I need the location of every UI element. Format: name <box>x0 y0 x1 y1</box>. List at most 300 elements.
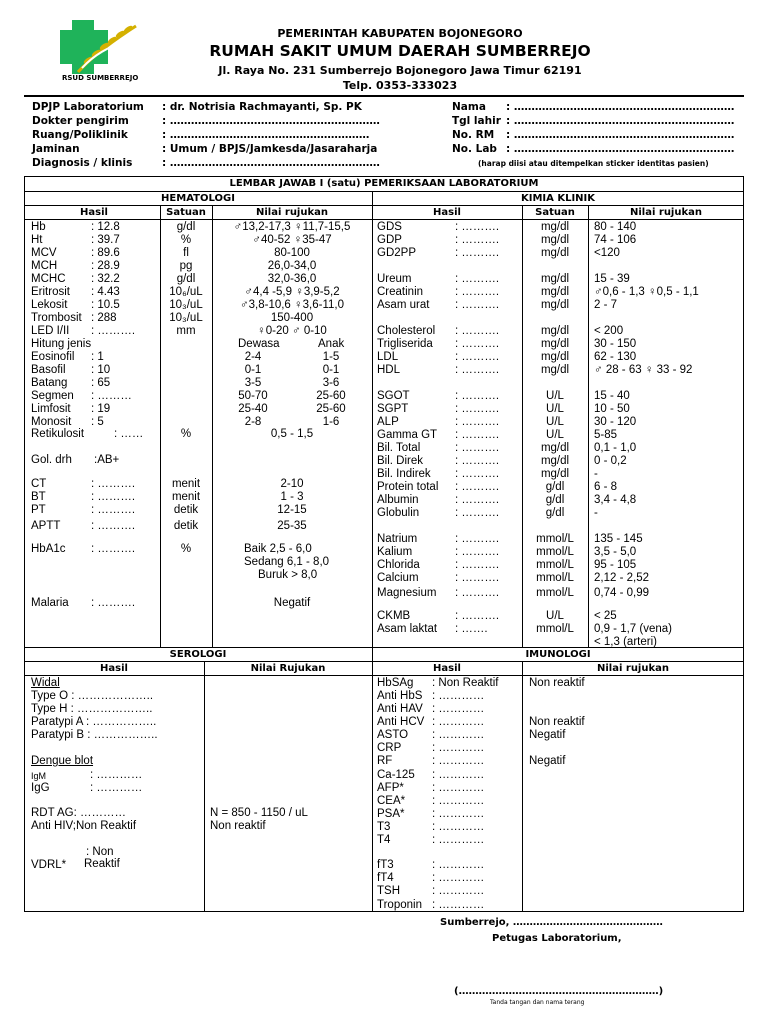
meta-dpjp <box>32 101 144 113</box>
kimia-ref: < 200 <box>594 325 624 337</box>
kimia-name: Asam laktat <box>377 623 438 635</box>
kimia-col-hasil: Hasil <box>433 207 461 218</box>
section-kimia-klinik: KIMIA KLINIK <box>520 193 596 204</box>
hitung-value: : 65 <box>91 377 111 389</box>
vdrl-label: VDRL* <box>31 859 67 871</box>
imuno-name: Anti HAV <box>377 703 423 715</box>
hema-unit: fl <box>183 247 189 259</box>
imuno-name: T4 <box>377 834 391 846</box>
hema-name: LED I/II <box>31 325 70 337</box>
kimia-value: : ………. <box>455 507 500 519</box>
header-divider <box>24 95 744 97</box>
hitung-name: Limfosit <box>31 403 71 415</box>
rdt-ref: N = 850 - 1150 / uL <box>210 807 308 819</box>
hema-unit: 10₆/uL <box>169 286 203 298</box>
hitung-name: Eosinofil <box>31 351 75 363</box>
hitung-anak-label: Anak <box>318 338 345 350</box>
koag-unit: menit <box>171 478 201 490</box>
hema-ref: 32,0-36,0 <box>267 273 317 285</box>
kimia-value: : ………. <box>455 247 500 259</box>
kimia-ref: ♂0,6 - 1,3 ♀0,5 - 1,1 <box>594 286 699 298</box>
kimia-name: Kalium <box>377 546 413 558</box>
dengue-label: Dengue blot <box>31 755 94 767</box>
kimia-value: : ………. <box>455 351 500 363</box>
hitung-value: : 19 <box>91 403 111 415</box>
hema-unit: g/dl <box>176 273 196 285</box>
meta-tgl-lahir-value: : ……………………………………………………… <box>506 115 735 127</box>
kimia-unit: mg/dl <box>540 273 570 285</box>
meta-jaminan-value: : Umum / BPJS/Jamkesda/Jasaraharja <box>162 143 378 155</box>
kimia-value: : ………. <box>455 299 500 311</box>
imuno-value: : ………… <box>432 716 485 728</box>
hema-col-hasil: Hasil <box>80 207 108 218</box>
kimia-value: : ………. <box>455 533 500 545</box>
hitung-dewasa: 2-4 <box>244 351 262 363</box>
kimia-ref: < 25 <box>594 610 617 622</box>
kimia-ref: <120 <box>594 247 620 259</box>
meta-dpjp-value: : dr. Notrisia Rachmayanti, Sp. PK <box>162 101 362 113</box>
hospital-logo <box>58 20 140 82</box>
kimia-name: SGPT <box>377 403 409 415</box>
hema-ref: ♂4,4 -5,9 ♀3,9-5,2 <box>244 286 340 298</box>
imuno-name: RF <box>377 755 393 767</box>
imuno-value: : ………… <box>432 690 485 702</box>
imuno-value: : ………… <box>432 821 485 833</box>
koag-value: : ………. <box>91 491 136 503</box>
title-divider <box>24 191 744 192</box>
kimia-name: Globulin <box>377 507 420 519</box>
imuno-name: ASTO <box>377 729 409 741</box>
kimia-name: GDS <box>377 221 402 233</box>
kimia-ref: 0,9 - 1,7 (vena) <box>594 623 672 635</box>
imuno-value: : ………… <box>432 899 485 911</box>
kimia-name: Asam urat <box>377 299 430 311</box>
meta-tgl-lahir: Tgl lahir <box>452 115 501 127</box>
meta-diagnosis: Diagnosis / klinis <box>32 157 133 169</box>
kimia-value: : ……. <box>455 623 488 635</box>
section-serologi: SEROLOGI <box>169 649 227 660</box>
kimia-ref: 30 - 120 <box>594 416 637 428</box>
koag-value: : ………. <box>91 478 136 490</box>
kimia-ref: - <box>594 468 598 480</box>
kimia-ref: 74 - 106 <box>594 234 637 246</box>
hema-unit: 10₃/uL <box>169 299 203 311</box>
imuno-value: : ………… <box>432 795 485 807</box>
igg-label: IgG <box>31 782 50 794</box>
hospital-phone: Telp. 0353-333023 <box>342 79 458 92</box>
igm-value: : ………… <box>90 769 143 781</box>
meta-no-lab-value: : ……………………………………………………… <box>506 143 735 155</box>
kimia-value: : ………. <box>455 390 500 402</box>
imuno-value: : ………… <box>432 769 485 781</box>
imuno-value: : ………… <box>432 872 485 884</box>
kimia-value: : ………. <box>455 403 500 415</box>
hba1c-unit: % <box>180 543 192 555</box>
anti-hiv-ref: Non reaktif <box>210 820 266 832</box>
hitung-anak: 1-5 <box>322 351 340 363</box>
kimia-value: : ………. <box>455 481 500 493</box>
kimia-unit: U/L <box>546 416 564 428</box>
kimia-ref: 15 - 39 <box>594 273 630 285</box>
koag-name: BT <box>31 491 46 503</box>
kimia-ref: 5-85 <box>594 429 618 441</box>
kimia-name: LDL <box>377 351 399 363</box>
kimia-unit: mmol/L <box>536 572 574 584</box>
hema-ref: ♂40-52 ♀35-47 <box>252 234 332 246</box>
hitung-dewasa: 50-70 <box>238 390 268 402</box>
kimia-ref: 0 - 0,2 <box>594 455 627 467</box>
kimia-name: Bil. Direk <box>377 455 424 467</box>
koag-name: PT <box>31 504 46 516</box>
kimia-name: GDP <box>377 234 402 246</box>
hba1c-ref-3: Buruk > 8,0 <box>258 569 318 581</box>
hitung-anak: 3-6 <box>322 377 340 389</box>
kimia-unit: mg/dl <box>540 234 570 246</box>
meta-jaminan: Jaminan <box>32 143 80 155</box>
vdrl-value-1: : Non <box>86 846 114 858</box>
kimia-value: : ………. <box>455 286 500 298</box>
kimia-unit: mg/dl <box>540 455 570 467</box>
hitung-anak: 25-60 <box>316 390 346 402</box>
kimia-unit: mmol/L <box>536 533 574 545</box>
kimia-unit: mg/dl <box>540 364 570 376</box>
type-h: Type H : ……………….. <box>31 703 153 715</box>
meta-no-rm: No. RM <box>452 129 495 141</box>
kimia-ref: 3,4 - 4,8 <box>594 494 637 506</box>
kimia-value: : ………. <box>455 546 500 558</box>
kimia-name: Ureum <box>377 273 412 285</box>
kimia-unit: mg/dl <box>540 221 570 233</box>
kimia-unit: U/L <box>546 610 564 622</box>
hema-name: Hb <box>31 221 46 233</box>
vline-right <box>743 176 744 912</box>
hema-value: : 12.8 <box>91 221 120 233</box>
vline-imuno-nilai <box>522 661 523 912</box>
paratypi-b: Paratypi B : …………….. <box>31 729 158 741</box>
kimia-unit: mg/dl <box>540 325 570 337</box>
imuno-name: Ca-125 <box>377 769 415 781</box>
kimia-name: Calcium <box>377 572 419 584</box>
kimia-ref: 0,1 - 1,0 <box>594 442 637 454</box>
kimia-value: : ………. <box>455 442 500 454</box>
retikulosit-unit: % <box>180 428 192 440</box>
kimia-unit: mg/dl <box>540 247 570 259</box>
hema-value: : 10.5 <box>91 299 120 311</box>
imuno-ref: Non reaktif <box>529 716 585 728</box>
kimia-unit: mmol/L <box>536 546 574 558</box>
igm-label: IgM <box>31 771 47 781</box>
gol-drh-value: :AB+ <box>94 454 120 466</box>
hema-ref: ♂13,2-17,3 ♀11,7-15,5 <box>233 221 351 233</box>
hema-value: : 28.9 <box>91 260 120 272</box>
hitung-name: Batang <box>31 377 68 389</box>
meta-dokter-value: : …………………………………………………… <box>162 115 380 127</box>
koag-unit: detik <box>173 504 199 516</box>
kimia-value: : ………. <box>455 494 500 506</box>
kimia-name: HDL <box>377 364 401 376</box>
koag-ref: 2-10 <box>280 478 304 490</box>
hitung-name: Basofil <box>31 364 66 376</box>
meta-diagnosis-value: : …………………………………………………… <box>162 157 380 169</box>
imuno-value: : ………… <box>432 834 485 846</box>
hitung-name: Segmen <box>31 390 74 402</box>
paratypi-a: Paratypi A : …………….. <box>31 716 157 728</box>
hba1c-name: HbA1c <box>31 543 66 555</box>
kimia-value: : ………. <box>455 572 500 584</box>
kimia-ref: 0,74 - 0,99 <box>594 587 649 599</box>
section-imunologi: IMUNOLOGI <box>525 649 591 660</box>
malaria-ref: Negatif <box>273 597 311 609</box>
kimia-ref: 15 - 40 <box>594 390 630 402</box>
hitung-dewasa: 3-5 <box>244 377 262 389</box>
kimia-unit: g/dl <box>545 481 565 493</box>
hitung-dewasa: 25-40 <box>238 403 268 415</box>
imuno-value: : ………… <box>432 885 485 897</box>
kimia-value: : ………. <box>455 559 500 571</box>
kimia-ref: 135 - 145 <box>594 533 643 545</box>
kimia-ref: 2 - 7 <box>594 299 618 311</box>
imuno-name: CEA* <box>377 795 406 807</box>
widal-label: Widal <box>31 677 60 689</box>
kimia-ref: 6 - 8 <box>594 481 618 493</box>
hema-col-nilai: Nilai rujukan <box>256 207 328 218</box>
kimia-ref: 62 - 130 <box>594 351 637 363</box>
meta-ruang: Ruang/Poliklinik <box>32 129 128 141</box>
kimia-ref: < 1,3 (arteri) <box>594 636 657 648</box>
retikulosit-value: : …… <box>114 428 144 440</box>
imuno-value: : ………… <box>432 782 485 794</box>
imuno-ref: Negatif <box>529 729 566 741</box>
hitung-dewasa: 2-8 <box>244 416 262 428</box>
imuno-name: fT4 <box>377 872 394 884</box>
imuno-name: Anti HCV <box>377 716 425 728</box>
hema-unit: g/dl <box>176 221 196 233</box>
kimia-value: : ………. <box>455 468 500 480</box>
retikulosit-ref: 0,5 - 1,5 <box>270 428 314 440</box>
meta-no-lab: No. Lab <box>452 143 497 155</box>
kimia-unit: mg/dl <box>540 468 570 480</box>
kimia-value: : ………. <box>455 416 500 428</box>
kimia-value: : ………. <box>455 234 500 246</box>
kimia-unit: mg/dl <box>540 299 570 311</box>
hema-ref: 26,0-34,0 <box>267 260 317 272</box>
kimia-value: : ………. <box>455 273 500 285</box>
koag-unit: detik <box>173 520 199 532</box>
hitung-name: Monosit <box>31 416 72 428</box>
hba1c-value: : ………. <box>91 543 136 555</box>
type-o: Type O : ……………….. <box>31 690 154 702</box>
koag-unit: menit <box>171 491 201 503</box>
hema-name: Eritrosit <box>31 286 70 298</box>
hema-ref: 80-100 <box>274 247 310 259</box>
hema-unit: pg <box>179 260 193 272</box>
imuno-name: Troponin <box>377 899 422 911</box>
malaria-value: : ………. <box>91 597 136 609</box>
hema-name: MCV <box>31 247 57 259</box>
hema-value: : 89.6 <box>91 247 120 259</box>
kimia-name: CKMB <box>377 610 411 622</box>
hitung-anak: 1-6 <box>322 416 340 428</box>
imuno-value: : Non Reaktif <box>432 677 499 689</box>
kimia-ref: - <box>594 507 598 519</box>
kimia-unit: g/dl <box>545 507 565 519</box>
kimia-col-nilai: Nilai rujukan <box>630 207 702 218</box>
kimia-ref: 80 - 140 <box>594 221 637 233</box>
vline-sero-nilai <box>204 661 205 912</box>
hema-unit: mm <box>176 325 196 337</box>
koag-ref: 1 - 3 <box>280 491 304 503</box>
kimia-unit: g/dl <box>545 494 565 506</box>
vline-left <box>24 176 25 912</box>
imuno-name: T3 <box>377 821 391 833</box>
hema-value: : ………. <box>91 325 136 337</box>
kimia-unit: U/L <box>546 403 564 415</box>
imuno-value: : ………… <box>432 808 485 820</box>
anti-hiv: Anti HIV;Non Reaktif <box>31 820 137 832</box>
hema-name: MCHC <box>31 273 66 285</box>
lower-colheader-divider <box>24 675 744 676</box>
kimia-name: Natrium <box>377 533 418 545</box>
kimia-value: : ………. <box>455 455 500 467</box>
hema-ref: ♀0-20 ♂ 0-10 <box>257 325 327 337</box>
kimia-unit: mg/dl <box>540 338 570 350</box>
hema-col-satuan: Satuan <box>166 207 206 218</box>
hema-value: : 39.7 <box>91 234 120 246</box>
sero-col-hasil: Hasil <box>100 663 128 674</box>
sero-col-nilai: Nilai Rujukan <box>250 663 326 674</box>
kimia-ref: ♂ 28 - 63 ♀ 33 - 92 <box>594 364 693 376</box>
igg-value: : ………… <box>90 782 143 794</box>
kimia-name: Gamma GT <box>377 429 438 441</box>
koag-value: : ………. <box>91 504 136 516</box>
footer-place: Sumberrejo, ……………………………………… <box>440 917 663 928</box>
meta-label: DPJP Laboratorium <box>32 101 144 113</box>
sheet-title: LEMBAR JAWAB I (satu) PEMERIKSAAN LABORATORIUM <box>229 178 539 189</box>
kimia-ref: 30 - 150 <box>594 338 637 350</box>
kimia-ref: 10 - 50 <box>594 403 630 415</box>
kimia-name: Creatinin <box>377 286 424 298</box>
kimia-name: Bil. Total <box>377 442 421 454</box>
vline-kimia-nilai <box>588 205 589 647</box>
imuno-name: Anti HbS <box>377 690 423 702</box>
vline-mid <box>372 191 373 912</box>
hospital-address: Jl. Raya No. 231 Sumberrejo Bojonegoro Jawa Timur 62191 <box>218 64 582 77</box>
imuno-value: : ………… <box>432 729 485 741</box>
kimia-name: Trigliserida <box>377 338 433 350</box>
koag-ref: 12-15 <box>277 504 307 516</box>
section-hematologi: HEMATOLOGI <box>161 193 235 204</box>
hba1c-ref-2: Sedang 6,1 - 8,0 <box>244 556 330 568</box>
kimia-name: Bil. Indirek <box>377 468 431 480</box>
meta-ruang-value: : ………………………………………………… <box>162 129 370 141</box>
hema-value: : 4.43 <box>91 286 120 298</box>
kimia-name: GD2PP <box>377 247 416 259</box>
koag-name: APTT <box>31 520 61 532</box>
imuno-value: : ………… <box>432 859 485 871</box>
hema-value: : 32.2 <box>91 273 120 285</box>
footer-signature: (……………………………………………………) <box>454 986 664 997</box>
vdrl-value-2: Reaktif <box>84 858 120 870</box>
kimia-name: ALP <box>377 416 399 428</box>
kimia-name: Magnesium <box>377 587 437 599</box>
kimia-value: : ………. <box>455 587 500 599</box>
hitung-value: : ……… <box>91 390 132 402</box>
kimia-ref: 2,12 - 2,52 <box>594 572 649 584</box>
hitung-value: : 5 <box>91 416 104 428</box>
hema-name: MCH <box>31 260 58 272</box>
kimia-unit: mmol/L <box>536 559 574 571</box>
colheader-divider <box>24 219 744 220</box>
imuno-col-nilai: Nilai rujukan <box>597 663 669 674</box>
hema-value: : 288 <box>91 312 117 324</box>
hitung-dewasa: 0-1 <box>244 364 262 376</box>
hospital-name: RUMAH SAKIT UMUM DAERAH SUMBERREJO <box>209 42 591 60</box>
table-border-top <box>24 176 744 177</box>
logo-caption: RSUD SUMBERREJO <box>62 74 139 82</box>
kimia-name: SGOT <box>377 390 410 402</box>
meta-no-rm-value: : ……………………………………………………… <box>506 129 735 141</box>
imuno-name: fT3 <box>377 859 394 871</box>
kimia-value: : ………. <box>455 429 500 441</box>
kimia-unit: mg/dl <box>540 286 570 298</box>
imuno-value: : ………… <box>432 703 485 715</box>
meta-nama-value: : ……………………………………………………… <box>506 101 735 113</box>
kimia-name: Protein total <box>377 481 439 493</box>
koag-value: : ………. <box>91 520 136 532</box>
footer-sign-note: Tanda tangan dan nama terang <box>490 999 585 1006</box>
gov-name: PEMERINTAH KABUPATEN BOJONEGORO <box>277 27 523 40</box>
kimia-value: : ………. <box>455 364 500 376</box>
hitung-value: : 10 <box>91 364 111 376</box>
kimia-unit: mmol/L <box>536 587 574 599</box>
kimia-unit: mg/dl <box>540 351 570 363</box>
lower-section-divider <box>24 661 744 662</box>
koag-ref: 25-35 <box>277 520 307 532</box>
kimia-value: : ………. <box>455 610 500 622</box>
retikulosit-name: Retikulosit <box>31 428 85 440</box>
imuno-name: AFP* <box>377 782 404 794</box>
footer-officer: Petugas Laboratorium, <box>492 933 622 944</box>
hema-unit: 10₃/uL <box>169 312 203 324</box>
rdt-ag: RDT AG: ………… <box>31 807 126 819</box>
hema-ref: 150-400 <box>270 312 314 324</box>
koag-name: CT <box>31 478 47 490</box>
hitung-dewasa-label: Dewasa <box>238 338 280 350</box>
hitung-jenis-label: Hitung jenis <box>31 338 92 350</box>
kimia-unit: U/L <box>546 429 564 441</box>
hema-ref: ♂3,8-10,6 ♀3,6-11,0 <box>240 299 344 311</box>
kimia-value: : ………. <box>455 221 500 233</box>
sticker-note: (harap diisi atau ditempelkan sticker identitas pasien) <box>478 159 709 168</box>
imuno-value: : ………… <box>432 742 485 754</box>
imuno-name: HbSAg <box>377 677 414 689</box>
imuno-name: TSH <box>377 885 400 897</box>
imuno-ref: Negatif <box>529 755 566 767</box>
kimia-value: : ………. <box>455 338 500 350</box>
kimia-unit: mg/dl <box>540 442 570 454</box>
kimia-name: Cholesterol <box>377 325 436 337</box>
imuno-col-hasil: Hasil <box>433 663 461 674</box>
hema-unit: % <box>180 234 192 246</box>
malaria-name: Malaria <box>31 597 69 609</box>
hema-name: Lekosit <box>31 299 68 311</box>
hitung-anak: 0-1 <box>322 364 340 376</box>
kimia-name: Albumin <box>377 494 419 506</box>
kimia-col-satuan: Satuan <box>535 207 575 218</box>
hitung-anak: 25-60 <box>316 403 346 415</box>
kimia-unit: U/L <box>546 390 564 402</box>
kimia-name: Chlorida <box>377 559 420 571</box>
